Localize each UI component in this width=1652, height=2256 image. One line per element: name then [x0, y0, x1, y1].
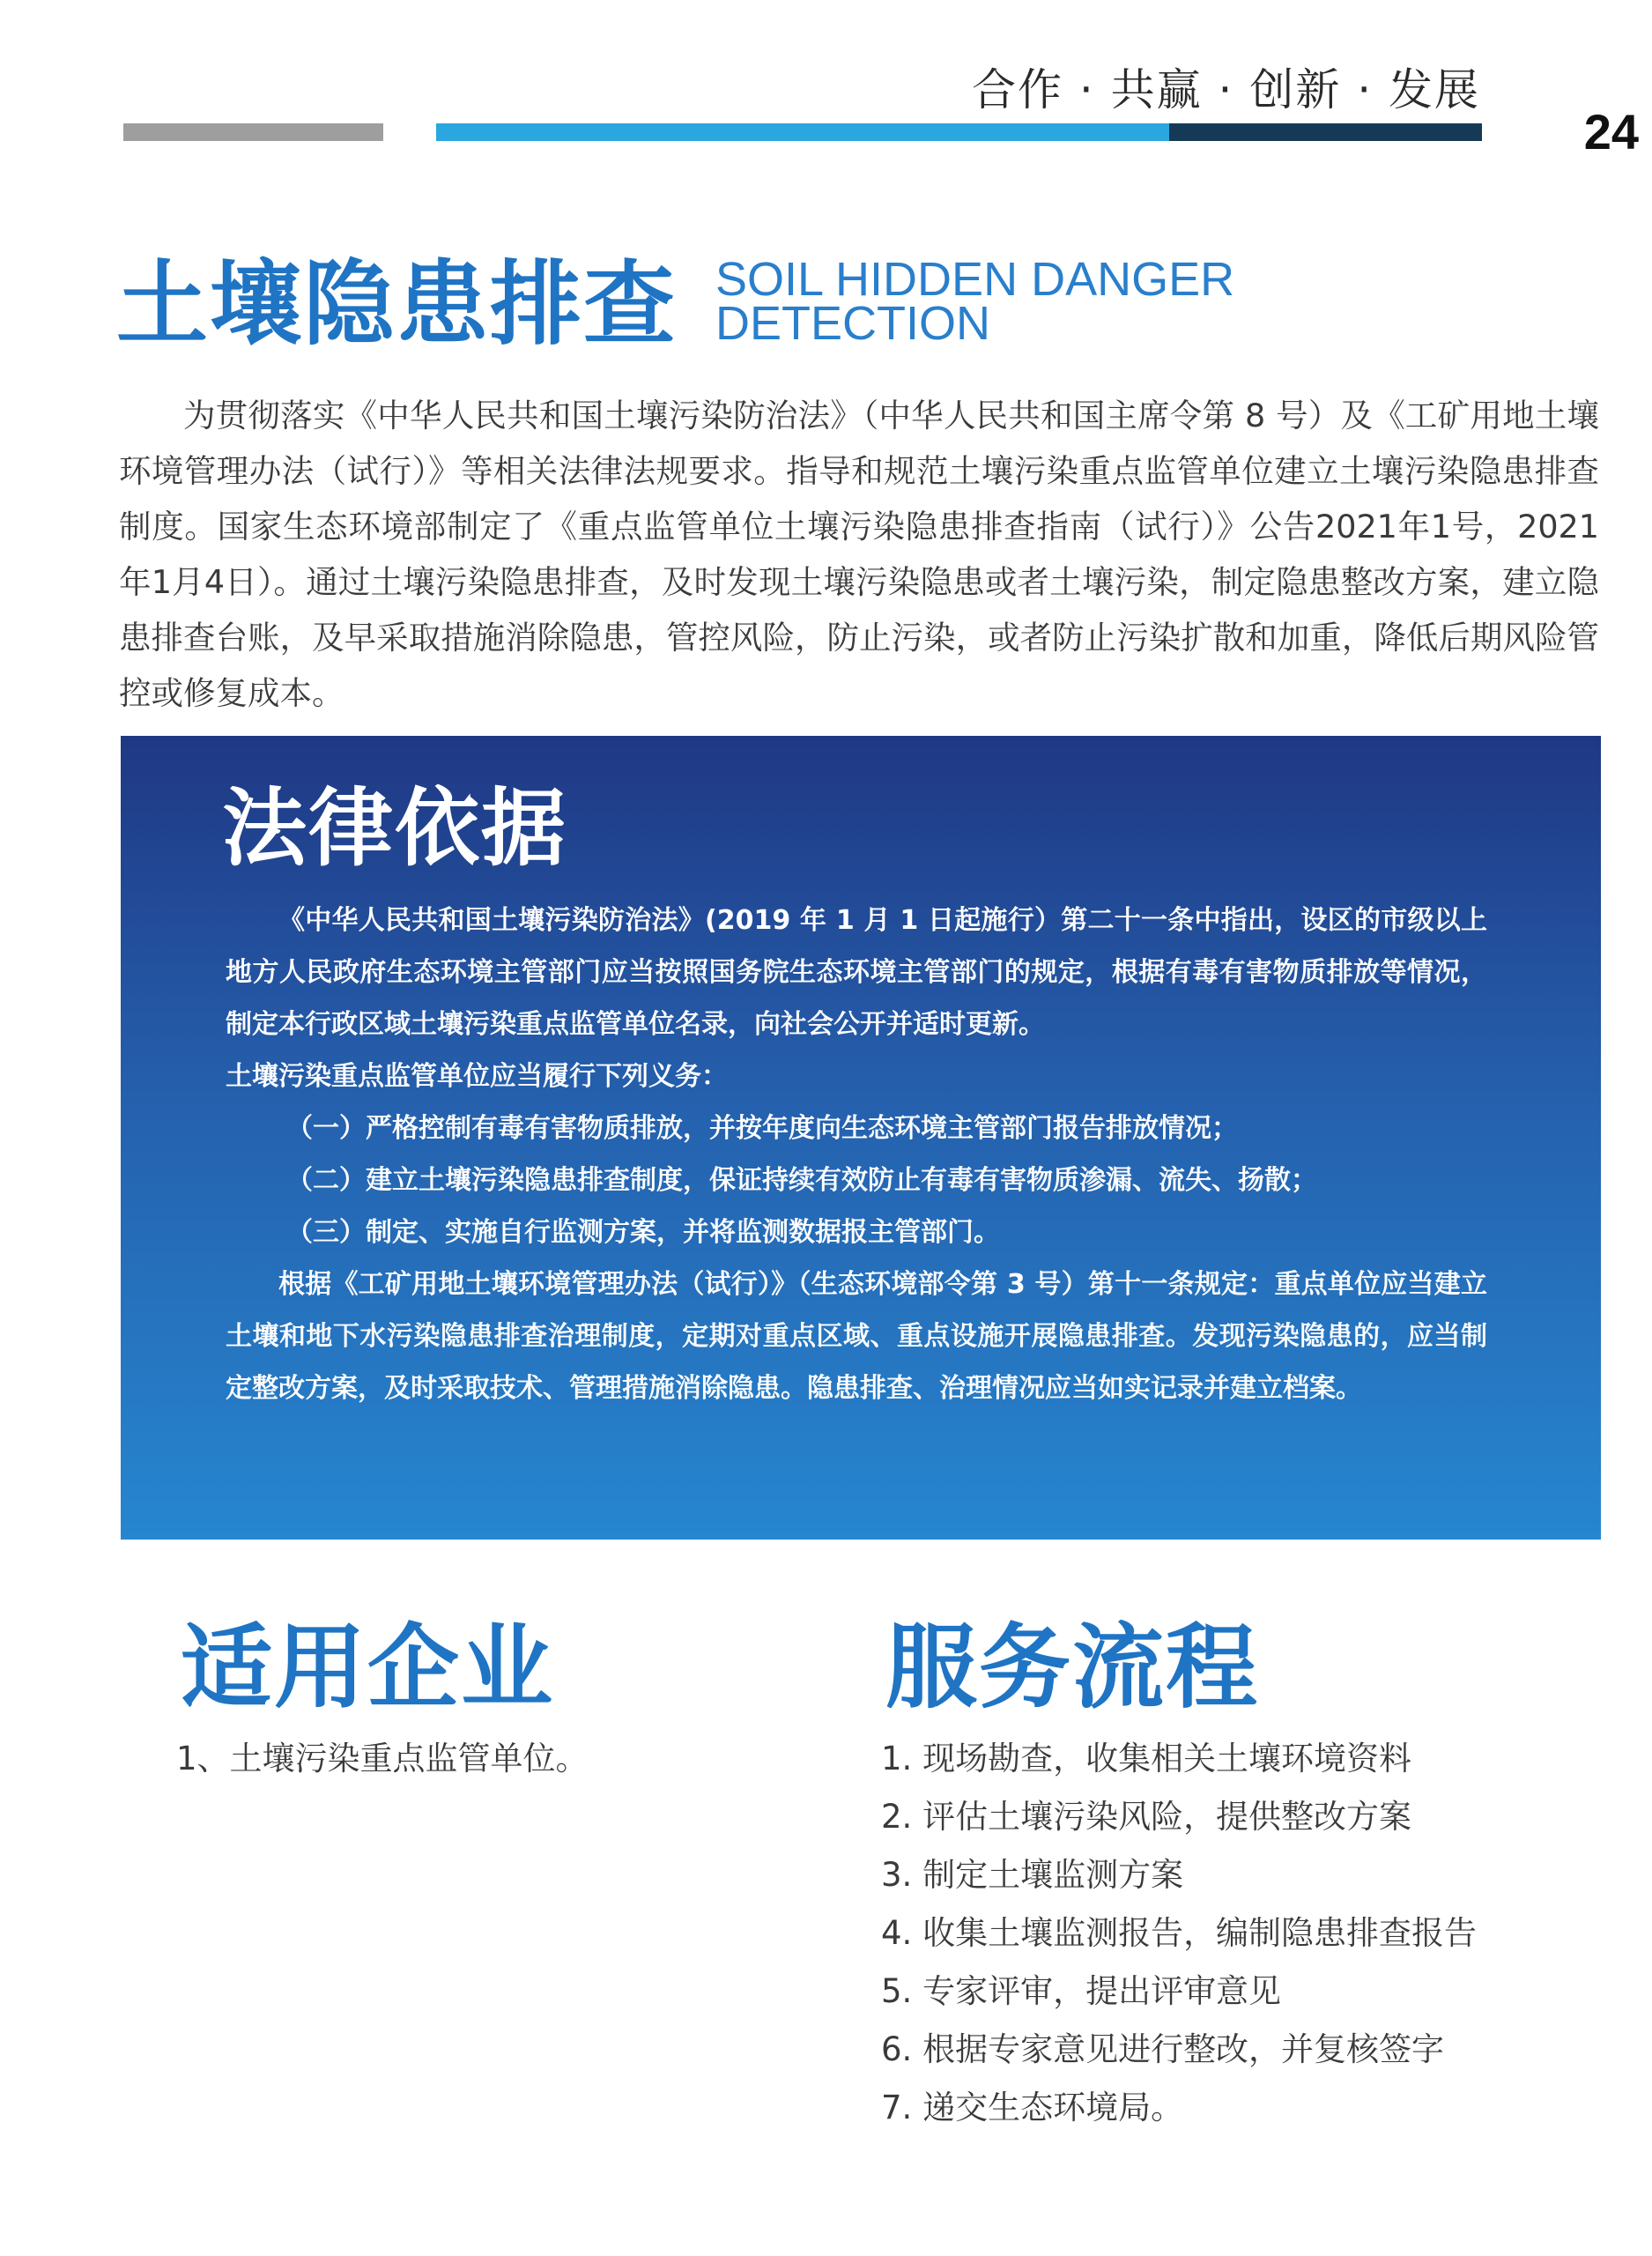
page-title-english — [715, 253, 1235, 350]
list-item: 1、土壤污染重点监管单位。 — [176, 1740, 589, 1777]
header-bar-dark — [1169, 123, 1482, 141]
list-item: 4. 收集土壤监测报告，编制隐患排查报告 — [881, 1914, 1478, 1952]
list-item: 5. 专家评审，提出评审意见 — [881, 1972, 1282, 2010]
page-title: 土壤隐患排查 — [116, 250, 678, 358]
page-title-english-line1: SOIL HIDDEN DANGER — [715, 253, 1235, 306]
legal-paragraph-2: 土壤污染重点监管单位应当履行下列义务： — [226, 1061, 728, 1092]
process-list — [881, 1730, 1621, 2137]
list-item: 2. 评估土壤污染风险，提供整改方案 — [881, 1798, 1412, 1836]
page-number: 24 — [1583, 104, 1639, 160]
header-bar-gray — [123, 123, 383, 141]
intro-paragraph: 为贯彻落实《中华人民共和国土壤污染防治法》（中华人民共和国主席令第 8 号）及《工矿用地土壤环境管理办法（试行）》等相关法律法规要求。指导和规范土壤污染重点监管单位建立土壤污染隐患排查制度。国家生态环境部制定了《重点监管单位土壤污染隐患排查指南（试行）》公告2021年1号，2021年1月4日）。通过土壤污染隐患排查，及时发现土壤污染隐患或者土壤污染，制定隐患整改方案，建立隐患排查台账，及早采取措施消除隐患，管控风险，防止污染，或者防止污染扩散和加重，降低后期风险管控或修复成本。 — [119, 397, 1599, 712]
applicable-title: 适用企业 — [181, 1614, 555, 1721]
legal-basis-title: 法律依据 — [222, 779, 567, 878]
list-item: 3. 制定土壤监测方案 — [881, 1856, 1184, 1894]
legal-paragraph-3: 根据《工矿用地土壤环境管理办法（试行）》（生态环境部令第 3 号）第十一条规定：重点单位应当建立土壤和地下水污染隐患排查治理制度，定期对重点区域、重点设施开展隐患排查。发现污染隐患的，应当制定整改方案，及时采取技术、管理措施消除隐患。隐患排查、治理情况应当如实记录并建立档案。 — [226, 1269, 1487, 1404]
legal-obligation-3: （三）制定、实施自行监测方案，并将监测数据报主管部门。 — [286, 1217, 1000, 1248]
legal-obligation-1: （一）严格控制有毒有害物质排放，并按年度向生态环境主管部门报告排放情况； — [286, 1113, 1238, 1144]
list-item: 1. 现场勘查，收集相关土壤环境资料 — [881, 1740, 1412, 1777]
legal-paragraph-1: 《中华人民共和国土壤污染防治法》(2019 年 1 月 1 日起施行）第二十一条中指出，设区的市级以上地方人民政府生态环境主管部门应当按照国务院生态环境主管部门的规定，根据有毒有害物质排放等情况，制定本行政区域土壤污染重点监管单位名录，向社会公开并适时更新。 — [226, 905, 1487, 1040]
page-title-english-line2: DETECTION — [715, 297, 991, 350]
legal-basis-body — [226, 894, 1487, 1414]
applicable-list — [176, 1730, 811, 1788]
list-item: 7. 递交生态环境局。 — [881, 2089, 1184, 2126]
header-slogan: 合作 · 共赢 · 创新 · 发展 — [971, 64, 1480, 115]
list-item: 6. 根据专家意见进行整改，并复核签字 — [881, 2030, 1445, 2068]
legal-obligation-2: （二）建立土壤污染隐患排查制度，保证持续有效防止有毒有害物质渗漏、流失、扬散； — [286, 1165, 1317, 1196]
header-bar-blue — [436, 123, 1169, 141]
process-title: 服务流程 — [885, 1614, 1260, 1721]
